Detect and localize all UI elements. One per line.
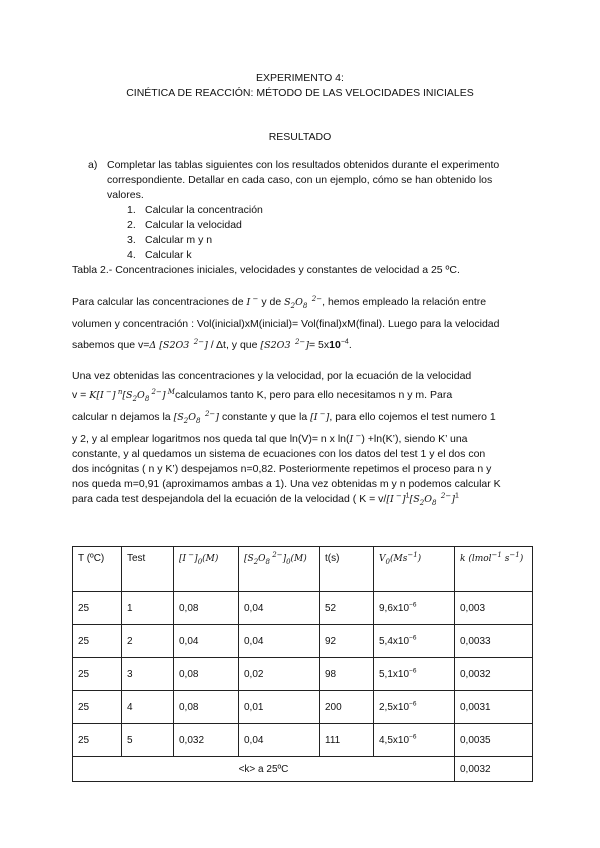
cell-test: 3	[122, 658, 174, 691]
step-text: Calcular k	[145, 249, 192, 261]
table-row	[73, 592, 533, 625]
cell-time: 52	[320, 592, 374, 625]
cell-persulfate: 0,04	[239, 724, 320, 757]
cell-persulfate: 0,04	[239, 592, 320, 625]
header-time: t(s)	[320, 547, 374, 592]
step-text: Calcular la concentración	[145, 204, 263, 216]
cell-rate: $5,1x10^{-6}$	[374, 658, 455, 691]
cell-rate: $9,6x10^{-6}$	[374, 592, 455, 625]
table-row	[73, 691, 533, 724]
header-initial-rate: $V_0(Ms^{-1})$	[374, 547, 455, 592]
average-value: 0,0032	[455, 757, 533, 782]
task-line-3: valores.	[107, 189, 144, 201]
step-number: 1.	[127, 204, 136, 216]
cell-iodide: 0,032	[174, 724, 239, 757]
cell-time: 111	[320, 724, 374, 757]
table-row	[73, 724, 533, 757]
step-text: Calcular la velocidad	[145, 219, 242, 231]
cell-iodide: 0,08	[174, 658, 239, 691]
cell-rate: $2,5x10^{-6}$	[374, 691, 455, 724]
results-table	[72, 546, 533, 782]
para2-line6: dos incógnitas ( n y K’) despejamos n=0,82. Posteriormente repetimos el proceso para n y	[72, 463, 492, 475]
cell-k: 0,0033	[455, 625, 533, 658]
cell-persulfate: 0,01	[239, 691, 320, 724]
step-number: 2.	[127, 219, 136, 231]
cell-time: 98	[320, 658, 374, 691]
cell-persulfate: 0,02	[239, 658, 320, 691]
cell-persulfate: 0,04	[239, 625, 320, 658]
cell-k: 0,0032	[455, 658, 533, 691]
step-number: 4.	[127, 249, 136, 261]
cell-test: 5	[122, 724, 174, 757]
cell-iodide: 0,08	[174, 592, 239, 625]
cell-temp: 25	[73, 724, 122, 757]
section-title: RESULTADO	[268, 131, 332, 143]
header-persulfate-conc: [$S_2O_8$ $^{2-}]_0(M)$	[239, 547, 320, 592]
average-row	[73, 757, 533, 782]
cell-rate: $4,5x10^{-6}$	[374, 724, 455, 757]
cell-k: 0,0035	[455, 724, 533, 757]
para2-line3: calcular n dejamos la [$S_2O_8$ $^{2-}$] constante y que la [I −], para ello cojemos el test numero 1	[72, 409, 496, 425]
para1-line2: volumen y concentración : Vol(inicial)xM(inicial)= Vol(final)xM(final). Luego para la velocidad	[72, 318, 500, 330]
para2-line5: constante, y al quedamos un sistema de ecuaciones con los datos del test 1 y el dos con	[72, 448, 486, 460]
cell-iodide: 0,04	[174, 625, 239, 658]
experiment-subtitle: CINÉTICA DE REACCIÓN: MÉTODO DE LAS VELOCIDADES INICIALES	[126, 87, 474, 99]
header-iodide-conc: [I $^-]_0(M)$	[174, 547, 239, 592]
table-row	[73, 625, 533, 658]
step-text: Calcular m y n	[145, 234, 213, 246]
cell-temp: 25	[73, 625, 122, 658]
step-number: 3.	[127, 234, 136, 246]
header-test: Test	[122, 547, 174, 592]
cell-time: 92	[320, 625, 374, 658]
cell-test: 1	[122, 592, 174, 625]
cell-k: 0,0031	[455, 691, 533, 724]
header-rate-constant: k (lmol$^{-1}$ $s^{-1}$)	[455, 547, 533, 592]
cell-temp: 25	[73, 658, 122, 691]
para2-line2: v = K[I −] $^n[S_2O_8$ $^{2-}$] $^M$calculamos tanto K, pero para ello necesitamos n y m. Para	[72, 387, 453, 403]
average-label: <k> a 25ºC	[73, 757, 455, 782]
cell-test: 4	[122, 691, 174, 724]
table-row	[73, 658, 533, 691]
para1-line3: sabemos que v=Δ [S2O3 $^{2-}$] / Δt, y que [S2O3 $^{2-}]= 5x10^{-4}$.	[72, 337, 352, 351]
table-caption: Tabla 2.- Concentraciones iniciales, velocidades y constantes de velocidad a 25 ºC.	[72, 264, 460, 276]
task-marker: a)	[88, 159, 98, 171]
para1-line1: Para calcular las concentraciones de I − y de $S_2O_8$ $^{2-}$, hemos empleado la relación entre	[72, 294, 487, 310]
cell-test: 2	[122, 625, 174, 658]
para2-line1: Una vez obtenidas las concentraciones y la velocidad, por la ecuación de la velocidad	[72, 370, 472, 382]
cell-temp: 25	[73, 691, 122, 724]
para2-line7: nos queda m=0,91 (aproximamos ambas a 1). Una vez obtenidas m y n podemos calcular K	[72, 478, 501, 490]
cell-temp: 25	[73, 592, 122, 625]
para2-line4: y 2, y al emplear logaritmos nos queda tal que ln(V)= n x ln(I −) +ln(K’), siendo K’ una	[72, 431, 468, 445]
cell-rate: $5,4x10^{-6}$	[374, 625, 455, 658]
cell-time: 200	[320, 691, 374, 724]
table-header-row	[73, 547, 533, 592]
task-line-1: Completar las tablas siguientes con los resultados obtenidos durante el experimento	[107, 159, 500, 171]
cell-iodide: 0,08	[174, 691, 239, 724]
para2-line8: para cada test despejandola del la ecuación de la velocidad ( K = v/[I $^-]^1[S_2O_8$ $^{2-}$]$^1$	[72, 491, 459, 507]
experiment-title: EXPERIMENTO 4:	[256, 72, 344, 84]
cell-k: 0,003	[455, 592, 533, 625]
task-line-2: correspondiente. Detallar en cada caso, con un ejemplo, cómo se han obtenido los	[107, 174, 493, 186]
header-temperature: T (ºC)	[73, 547, 122, 592]
